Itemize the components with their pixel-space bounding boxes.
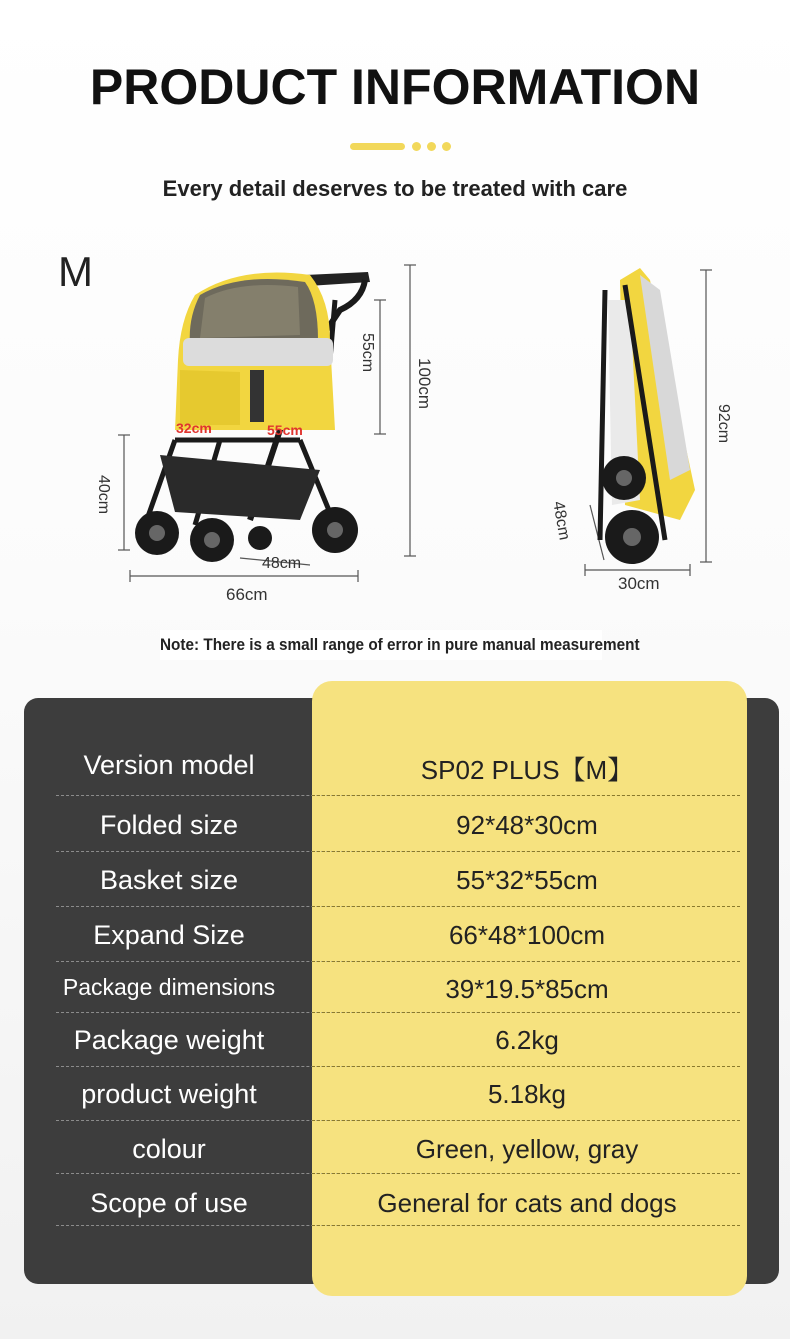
- spec-label: product weight: [81, 1079, 257, 1109]
- spec-value: 39*19.5*85cm: [445, 974, 609, 1004]
- spec-label: Version model: [83, 750, 255, 780]
- stroller-basket: [175, 273, 335, 431]
- dim-basket-length: 55cm: [267, 422, 303, 438]
- spec-value: SP02 PLUS【M】: [420, 755, 634, 785]
- dim-total-height: 100cm: [415, 358, 434, 410]
- spec-label: Basket size: [99, 865, 239, 895]
- row-divider: [56, 906, 740, 907]
- row-divider: [56, 1012, 740, 1013]
- row-divider: [56, 1173, 740, 1174]
- note-text: Note: There is a small range of error in pure manual measurement: [160, 635, 640, 654]
- page-subtitle: Every detail deserves to be treated with care: [162, 176, 628, 201]
- spec-label: colour: [132, 1134, 206, 1164]
- row-divider: [56, 851, 740, 852]
- row-divider: [56, 1120, 740, 1121]
- folded-stroller: [600, 268, 695, 564]
- spec-value: Green, yellow, gray: [415, 1134, 639, 1164]
- spec-value: 55*32*55cm: [456, 865, 598, 895]
- spec-label: Package dimensions: [62, 974, 276, 1000]
- dim-wheel-base: 48cm: [262, 555, 302, 572]
- dim-basket-width: 32cm: [176, 420, 212, 436]
- spec-label: Expand Size: [93, 920, 245, 950]
- size-tag: M: [58, 248, 93, 295]
- spec-value: 66*48*100cm: [448, 920, 606, 950]
- dim-folded-width: 30cm: [618, 574, 660, 593]
- dim-basket-height: 55cm: [359, 333, 376, 373]
- dim-folded-height: 92cm: [715, 404, 732, 444]
- spec-value: 6.2kg: [495, 1025, 559, 1055]
- dim-length: 66cm: [226, 585, 268, 604]
- spec-value: 92*48*30cm: [456, 810, 598, 840]
- spec-label: Scope of use: [90, 1188, 248, 1218]
- dim-seat-height: 40cm: [95, 475, 112, 515]
- spec-label: Folded size: [99, 810, 239, 840]
- row-divider: [56, 795, 740, 796]
- dim-folded-depth: 48cm: [549, 500, 573, 542]
- spec-value: General for cats and dogs: [377, 1188, 677, 1218]
- row-divider: [56, 1225, 740, 1226]
- spec-label: Package weight: [73, 1025, 265, 1055]
- page-title: PRODUCT INFORMATION: [89, 59, 701, 115]
- row-divider: [56, 1066, 740, 1067]
- row-divider: [56, 961, 740, 962]
- expanded-stroller-illustration: [0, 0, 790, 620]
- measurement-note: [160, 630, 640, 660]
- spec-value: 5.18kg: [487, 1079, 567, 1109]
